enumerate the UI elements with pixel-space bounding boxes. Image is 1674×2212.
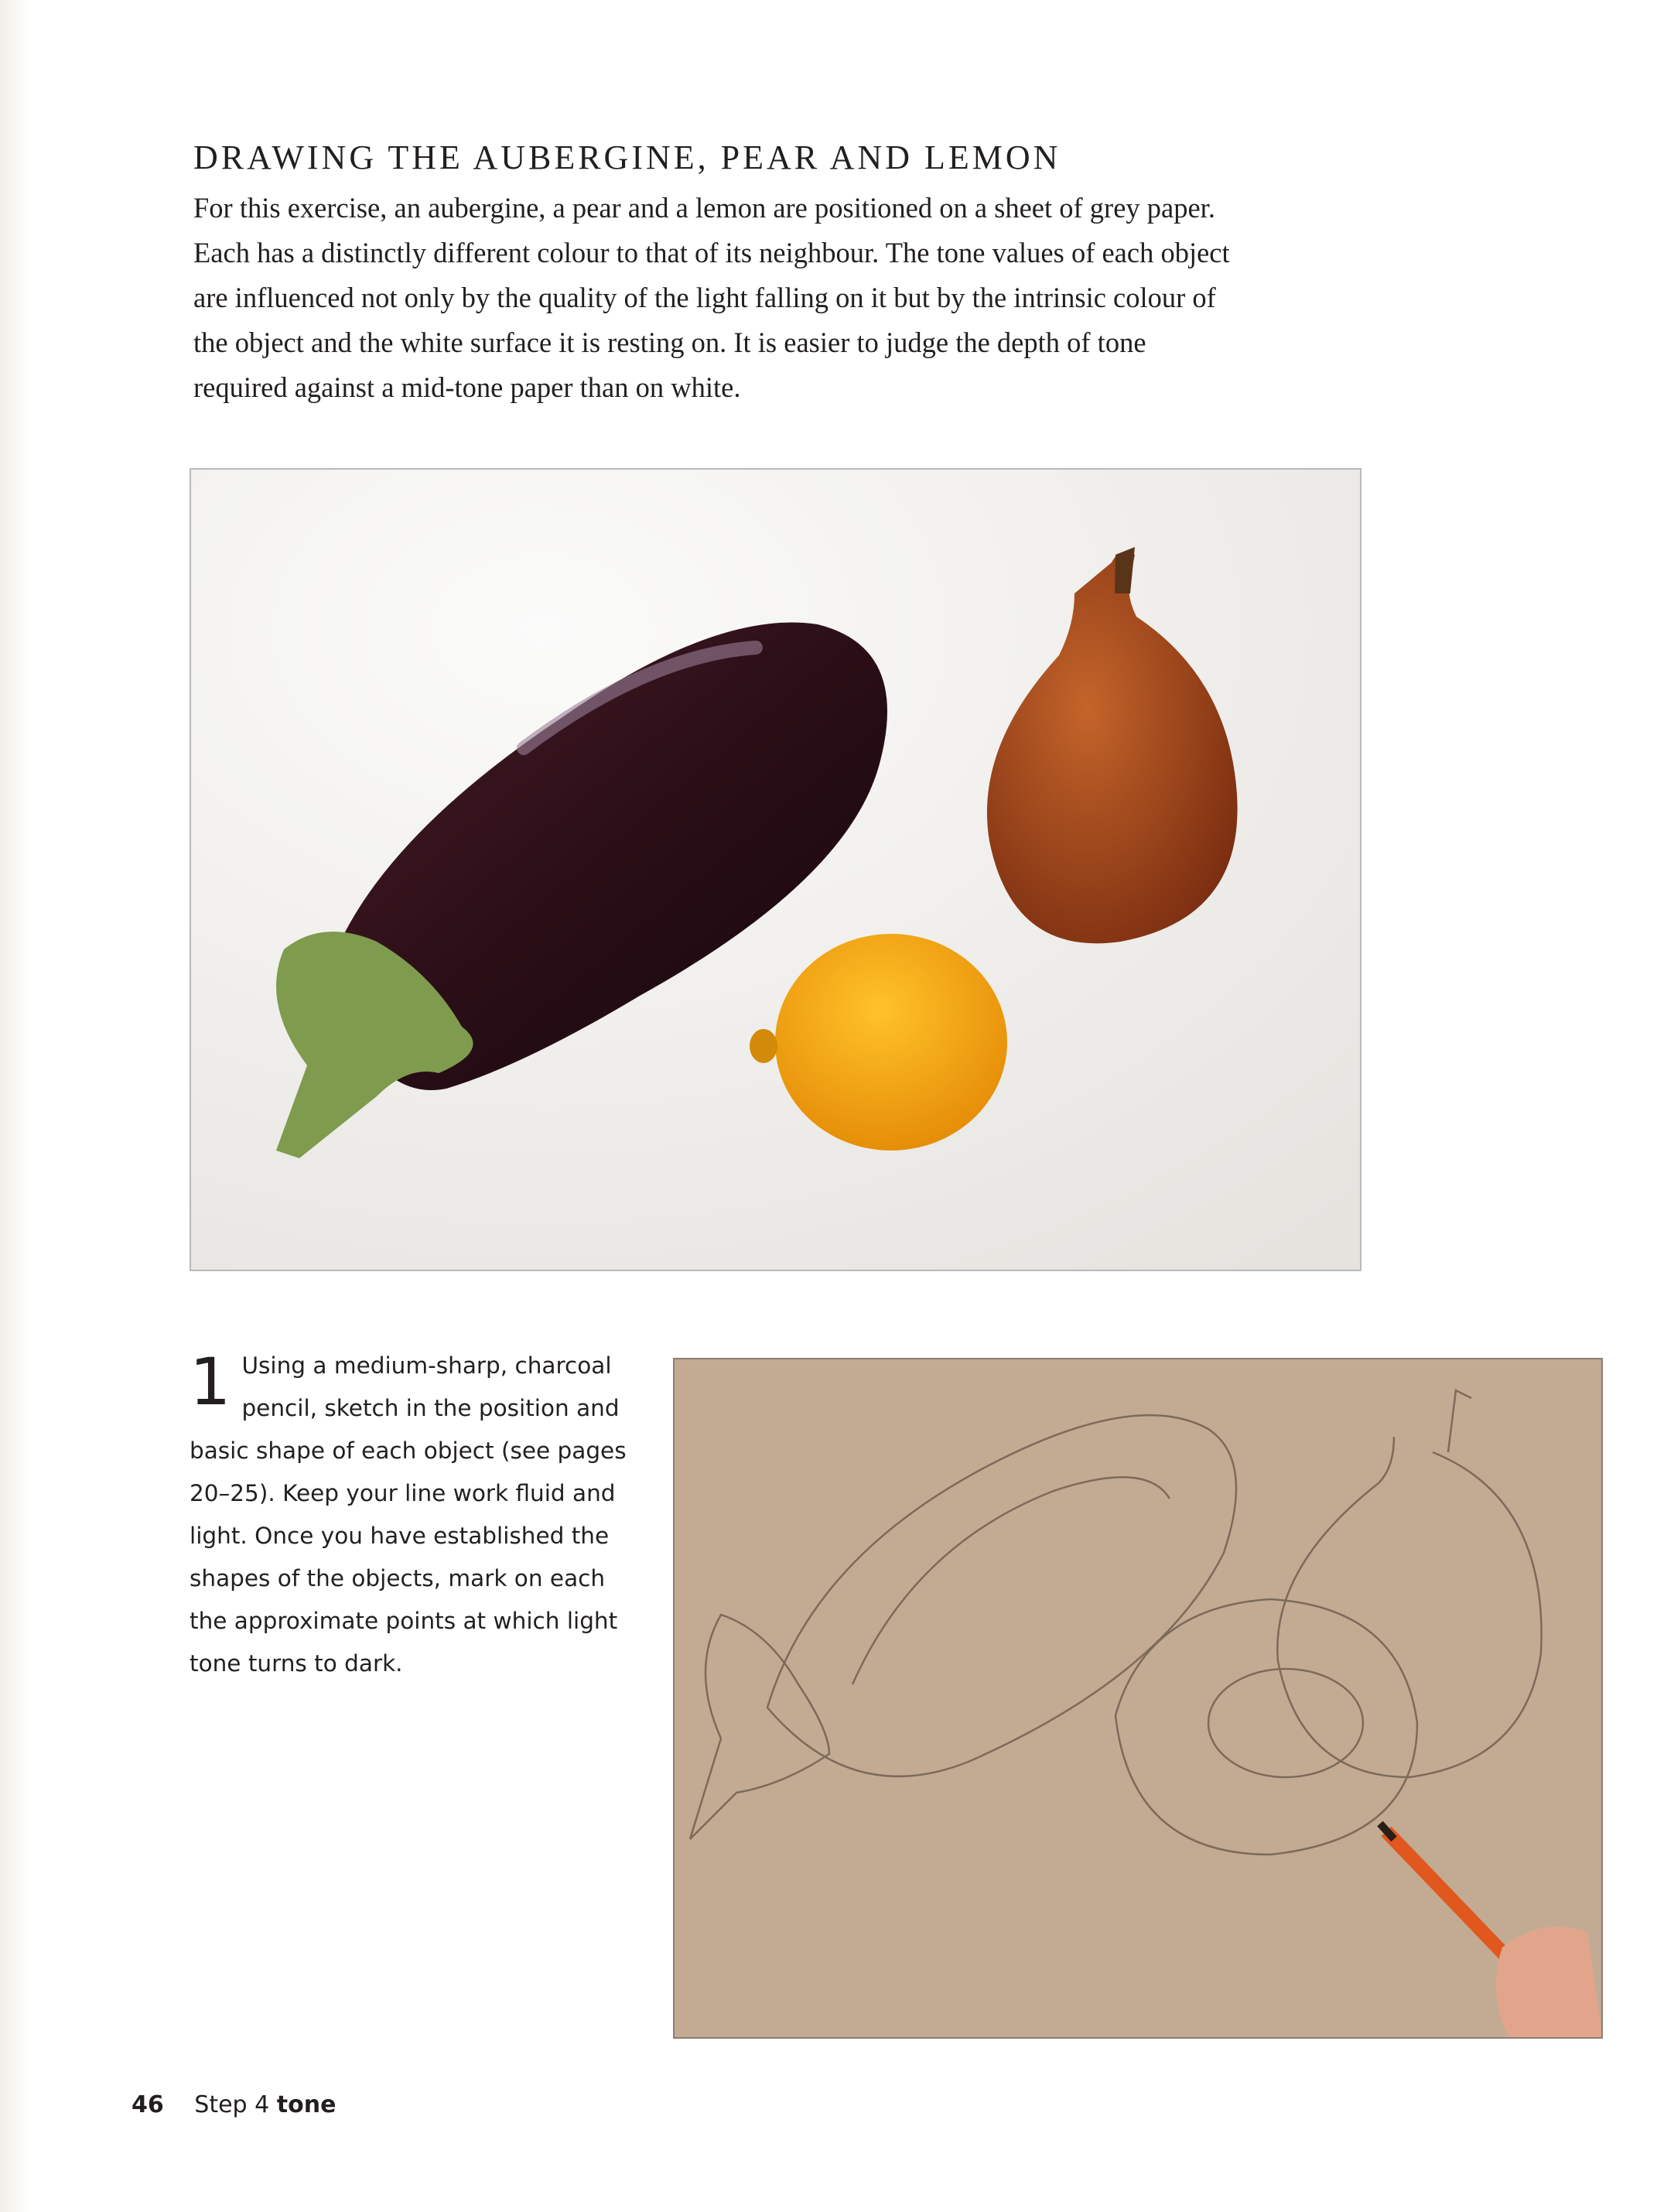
still-life-photo (190, 468, 1361, 1271)
page-binding-edge (0, 0, 31, 2212)
caption-line: tone turns to dark. (190, 1650, 403, 1677)
caption-line: basic shape of each object (see pages (190, 1438, 627, 1464)
pencil-in-hand (1380, 1824, 1603, 2039)
page-number: 46 (132, 2091, 164, 2118)
intro-line: the object and the white surface it is resting on. It is easier to judge the depth of tone (193, 327, 1146, 358)
step-1-caption (190, 1344, 627, 1685)
page-footer (132, 2091, 336, 2118)
step-number: 1 (190, 1344, 231, 1420)
caption-line: 20–25). Keep your line work fluid and (190, 1480, 616, 1506)
pencil-outline (690, 1390, 1542, 1855)
intro-line: Each has a distinctly different colour to that of its neighbour. The tone values of each object (193, 237, 1230, 268)
intro-line: For this exercise, an aubergine, a pear and a lemon are positioned on a sheet of grey paper. (193, 192, 1215, 224)
intro-paragraph (193, 186, 1400, 410)
caption-line: pencil, sketch in the position and (241, 1395, 620, 1421)
page-heading: DRAWING THE AUBERGINE, PEAR AND LEMON (193, 138, 1061, 176)
sketch-illustration (673, 1358, 1603, 2039)
caption-line: shapes of the objects, mark on each (190, 1565, 606, 1591)
footer-section: tone (276, 2091, 337, 2118)
footer-step: Step 4 (194, 2091, 270, 2118)
caption-line: the approximate points at which light (190, 1608, 618, 1634)
intro-line: are influenced not only by the quality of the light falling on it but by the intrinsic colour of (193, 282, 1216, 313)
caption-line: Using a medium-sharp, charcoal (241, 1352, 612, 1379)
caption-line: light. Once you have established the (190, 1523, 610, 1549)
intro-line: required against a mid-tone paper than on white. (193, 371, 741, 403)
